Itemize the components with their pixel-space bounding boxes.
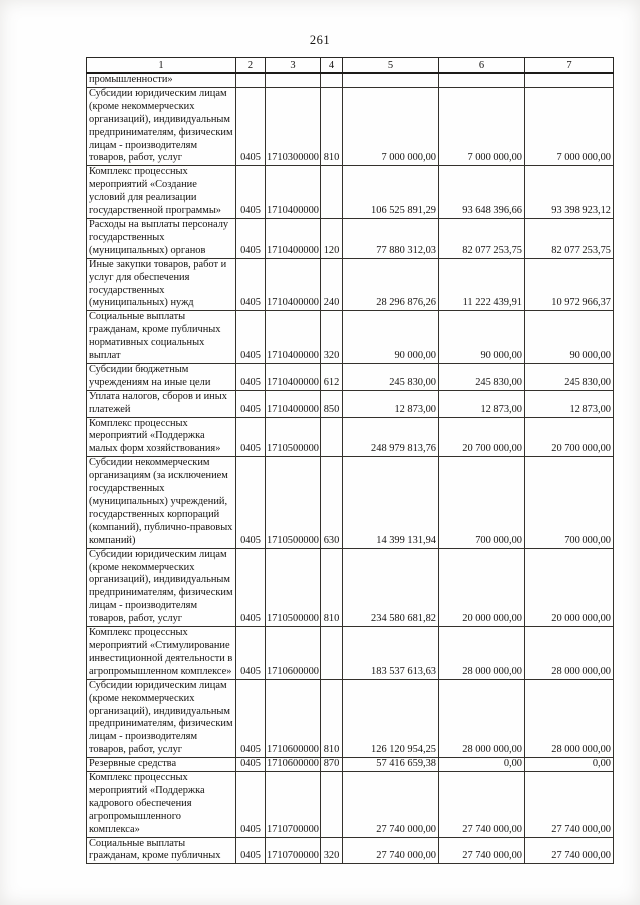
row-label-cell: Субсидии некоммерческим организациям (за исключением государственных (муниципальных) учреждений, государственных корпораций (компаний), публично-правовых компаний) bbox=[87, 457, 236, 548]
row-value-cell: 93 398 923,12 bbox=[525, 166, 614, 219]
row-value-cell: 82 077 253,75 bbox=[525, 218, 614, 258]
page-number: 261 bbox=[309, 33, 331, 47]
row-label-cell: Субсидии бюджетным учреждениям на иные цели bbox=[87, 363, 236, 390]
row-value-cell: 14 399 131,94 bbox=[343, 457, 439, 548]
row-value-cell: 27 740 000,00 bbox=[439, 837, 525, 864]
table-row bbox=[87, 218, 614, 258]
row-label-cell: Социальные выплаты гражданам, кроме публичных bbox=[87, 837, 236, 864]
row-label-cell: Комплекс процессных мероприятий «Создание условий для реализации государственной программы» bbox=[87, 166, 236, 219]
row-value-cell: 183 537 613,63 bbox=[343, 627, 439, 680]
table-row bbox=[87, 772, 614, 838]
row-value-cell: 0405 bbox=[236, 758, 266, 772]
column-header-5: 5 bbox=[343, 58, 439, 74]
row-value-cell: 77 880 312,03 bbox=[343, 218, 439, 258]
row-label-cell: Иные закупки товаров, работ и услуг для обеспечения государственных (муниципальных) нужд bbox=[87, 258, 236, 311]
row-value-cell: 0405 bbox=[236, 166, 266, 219]
row-label-cell: Субсидии юридическим лицам (кроме некоммерческих организаций), индивидуальным предпринимателям, физическим лицам - производителям товаров, работ, услуг bbox=[87, 87, 236, 165]
row-value-cell: 106 525 891,29 bbox=[343, 166, 439, 219]
row-value-cell bbox=[321, 166, 343, 219]
row-value-cell: 82 077 253,75 bbox=[439, 218, 525, 258]
table-row bbox=[87, 457, 614, 548]
row-label-cell: Социальные выплаты гражданам, кроме публичных нормативных социальных выплат bbox=[87, 311, 236, 364]
row-value-cell: 10 972 966,37 bbox=[525, 258, 614, 311]
row-value-cell: 90 000,00 bbox=[439, 311, 525, 364]
table-body bbox=[87, 73, 614, 864]
row-label-cell: промышленности» bbox=[87, 73, 236, 87]
row-value-cell: 27 740 000,00 bbox=[439, 772, 525, 838]
row-value-cell: 11 222 439,91 bbox=[439, 258, 525, 311]
row-value-cell: 700 000,00 bbox=[439, 457, 525, 548]
row-value-cell: 245 830,00 bbox=[525, 363, 614, 390]
column-header-1: 1 bbox=[87, 58, 236, 74]
column-header-3: 3 bbox=[266, 58, 321, 74]
row-value-cell: 0405 bbox=[236, 679, 266, 757]
table-row bbox=[87, 258, 614, 311]
row-value-cell: 1710500000 bbox=[266, 417, 321, 457]
row-value-cell: 0,00 bbox=[439, 758, 525, 772]
column-header-2: 2 bbox=[236, 58, 266, 74]
row-value-cell: 1710400000 bbox=[266, 390, 321, 417]
row-value-cell: 0405 bbox=[236, 548, 266, 626]
table-row bbox=[87, 548, 614, 626]
table-header-row bbox=[87, 58, 614, 74]
budget-appropriations-table bbox=[86, 57, 614, 864]
row-value-cell: 1710700000 bbox=[266, 837, 321, 864]
row-value-cell: 245 830,00 bbox=[439, 363, 525, 390]
row-value-cell bbox=[266, 73, 321, 87]
row-value-cell: 27 740 000,00 bbox=[525, 837, 614, 864]
table-row bbox=[87, 390, 614, 417]
row-value-cell: 245 830,00 bbox=[343, 363, 439, 390]
row-value-cell: 20 000 000,00 bbox=[525, 548, 614, 626]
table-row bbox=[87, 417, 614, 457]
row-value-cell: 612 bbox=[321, 363, 343, 390]
column-header-6: 6 bbox=[439, 58, 525, 74]
row-value-cell: 7 000 000,00 bbox=[439, 87, 525, 165]
row-value-cell: 810 bbox=[321, 87, 343, 165]
row-value-cell: 0,00 bbox=[525, 758, 614, 772]
table-row bbox=[87, 627, 614, 680]
row-value-cell: 20 700 000,00 bbox=[525, 417, 614, 457]
row-value-cell: 0405 bbox=[236, 363, 266, 390]
row-value-cell bbox=[343, 73, 439, 87]
row-value-cell: 234 580 681,82 bbox=[343, 548, 439, 626]
row-label-cell: Комплекс процессных мероприятий «Стимулирование инвестиционной деятельности в агропромышленном комплексе» bbox=[87, 627, 236, 680]
row-value-cell bbox=[321, 627, 343, 680]
row-value-cell: 120 bbox=[321, 218, 343, 258]
table-row bbox=[87, 87, 614, 165]
row-value-cell bbox=[321, 73, 343, 87]
row-value-cell: 1710300000 bbox=[266, 87, 321, 165]
row-value-cell: 7 000 000,00 bbox=[525, 87, 614, 165]
row-value-cell: 870 bbox=[321, 758, 343, 772]
row-value-cell: 248 979 813,76 bbox=[343, 417, 439, 457]
row-value-cell: 28 296 876,26 bbox=[343, 258, 439, 311]
row-label-cell: Комплекс процессных мероприятий «Поддержка кадрового обеспечения агропромышленного комплекса» bbox=[87, 772, 236, 838]
row-value-cell: 810 bbox=[321, 679, 343, 757]
row-value-cell bbox=[525, 73, 614, 87]
row-value-cell bbox=[236, 73, 266, 87]
row-value-cell: 0405 bbox=[236, 417, 266, 457]
table-row bbox=[87, 758, 614, 772]
row-value-cell: 1710600000 bbox=[266, 627, 321, 680]
row-value-cell: 810 bbox=[321, 548, 343, 626]
row-value-cell: 1710500000 bbox=[266, 548, 321, 626]
table-row bbox=[87, 166, 614, 219]
row-value-cell: 0405 bbox=[236, 772, 266, 838]
row-value-cell: 1710400000 bbox=[266, 258, 321, 311]
row-value-cell: 28 000 000,00 bbox=[439, 627, 525, 680]
row-label-cell: Уплата налогов, сборов и иных платежей bbox=[87, 390, 236, 417]
row-value-cell: 12 873,00 bbox=[439, 390, 525, 417]
row-label-cell: Комплекс процессных мероприятий «Поддержка малых форм хозяйствования» bbox=[87, 417, 236, 457]
table-row bbox=[87, 311, 614, 364]
row-value-cell: 1710400000 bbox=[266, 218, 321, 258]
column-header-4: 4 bbox=[321, 58, 343, 74]
row-value-cell: 57 416 659,38 bbox=[343, 758, 439, 772]
row-value-cell: 1710400000 bbox=[266, 311, 321, 364]
row-value-cell: 0405 bbox=[236, 218, 266, 258]
row-value-cell: 28 000 000,00 bbox=[525, 679, 614, 757]
row-value-cell: 1710500000 bbox=[266, 457, 321, 548]
row-value-cell: 1710700000 bbox=[266, 772, 321, 838]
row-value-cell: 90 000,00 bbox=[525, 311, 614, 364]
table-row bbox=[87, 679, 614, 757]
row-label-cell: Расходы на выплаты персоналу государственных (муниципальных) органов bbox=[87, 218, 236, 258]
row-value-cell: 1710400000 bbox=[266, 363, 321, 390]
row-value-cell: 0405 bbox=[236, 311, 266, 364]
row-value-cell: 0405 bbox=[236, 87, 266, 165]
row-value-cell bbox=[439, 73, 525, 87]
row-value-cell: 28 000 000,00 bbox=[525, 627, 614, 680]
row-value-cell: 1710600000 bbox=[266, 679, 321, 757]
row-value-cell: 27 740 000,00 bbox=[525, 772, 614, 838]
row-value-cell: 240 bbox=[321, 258, 343, 311]
row-value-cell: 630 bbox=[321, 457, 343, 548]
row-value-cell: 90 000,00 bbox=[343, 311, 439, 364]
table-row bbox=[87, 837, 614, 864]
row-value-cell: 320 bbox=[321, 837, 343, 864]
row-value-cell: 27 740 000,00 bbox=[343, 837, 439, 864]
row-value-cell: 0405 bbox=[236, 627, 266, 680]
row-label-cell: Субсидии юридическим лицам (кроме некоммерческих организаций), индивидуальным предпринимателям, физическим лицам - производителям товаров, работ, услуг bbox=[87, 548, 236, 626]
row-label-cell: Субсидии юридическим лицам (кроме некоммерческих организаций), индивидуальным предпринимателям, физическим лицам - производителям товаров, работ, услуг bbox=[87, 679, 236, 757]
row-value-cell: 0405 bbox=[236, 837, 266, 864]
row-value-cell: 1710600000 bbox=[266, 758, 321, 772]
row-value-cell: 1710400000 bbox=[266, 166, 321, 219]
column-header-7: 7 bbox=[525, 58, 614, 74]
row-label-cell: Резервные средства bbox=[87, 758, 236, 772]
row-value-cell: 0405 bbox=[236, 258, 266, 311]
row-value-cell: 700 000,00 bbox=[525, 457, 614, 548]
row-value-cell: 93 648 396,66 bbox=[439, 166, 525, 219]
row-value-cell: 12 873,00 bbox=[343, 390, 439, 417]
row-value-cell: 850 bbox=[321, 390, 343, 417]
row-value-cell: 20 000 000,00 bbox=[439, 548, 525, 626]
row-value-cell: 28 000 000,00 bbox=[439, 679, 525, 757]
row-value-cell bbox=[321, 417, 343, 457]
row-value-cell: 0405 bbox=[236, 390, 266, 417]
row-value-cell bbox=[321, 772, 343, 838]
table-row bbox=[87, 73, 614, 87]
row-value-cell: 7 000 000,00 bbox=[343, 87, 439, 165]
row-value-cell: 0405 bbox=[236, 457, 266, 548]
table-row bbox=[87, 363, 614, 390]
row-value-cell: 20 700 000,00 bbox=[439, 417, 525, 457]
row-value-cell: 320 bbox=[321, 311, 343, 364]
row-value-cell: 12 873,00 bbox=[525, 390, 614, 417]
row-value-cell: 27 740 000,00 bbox=[343, 772, 439, 838]
row-value-cell: 126 120 954,25 bbox=[343, 679, 439, 757]
